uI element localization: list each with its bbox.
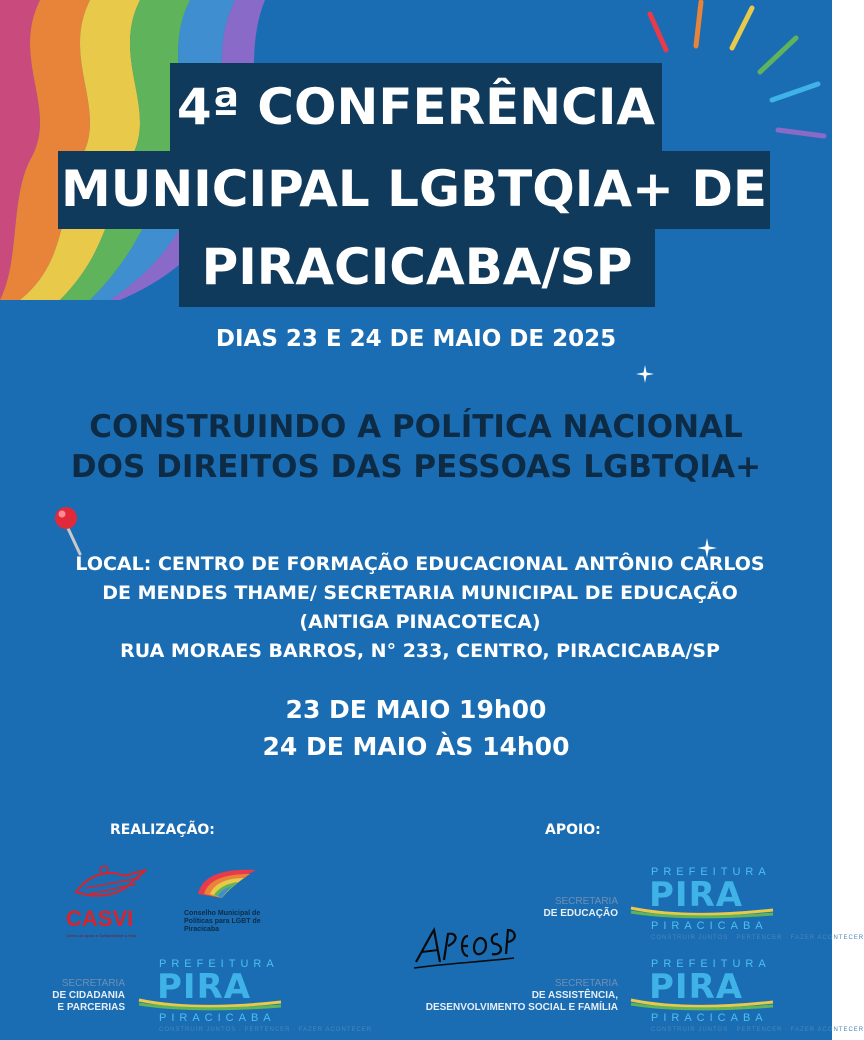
prefeitura-swoosh-icon bbox=[137, 996, 283, 1010]
sparkle-icon bbox=[636, 365, 654, 383]
prefeitura-tagline: CONSTRUIR JUNTOS · PERTENCER · FAZER ACONTECER bbox=[159, 1027, 373, 1033]
prefeitura-logo-1 bbox=[135, 958, 373, 1038]
prefeitura-tagline-2: CONSTRUIR JUNTOS · PERTENCER · FAZER ACONTECER bbox=[651, 935, 864, 941]
secretaria-cidadania-name-1: DE CIDADANIA bbox=[52, 990, 125, 1001]
conselho-text: Conselho Municipal de Políticas para LGBT de Piracicaba bbox=[184, 910, 261, 933]
apeoesp-logo bbox=[410, 918, 520, 978]
secretaria-educacao-name: DE EDUCAÇÃO bbox=[543, 908, 618, 919]
sparkle-strokes-decoration bbox=[640, 0, 832, 150]
prefeitura-tagline-3: CONSTRUIR JUNTOS · PERTENCER · FAZER ACONTECER bbox=[651, 1027, 864, 1033]
venue-address: RUA MORAES BARROS, N° 233, CENTRO, PIRACICABA/SP bbox=[120, 640, 720, 662]
venue-line-1: LOCAL: CENTRO DE FORMAÇÃO EDUCACIONAL ANTÔNIO CARLOS bbox=[75, 553, 765, 575]
prefeitura-pira-word: PIRA bbox=[157, 967, 252, 1007]
title-line-2: MUNICIPAL LGBTQIA+ DE bbox=[58, 151, 770, 229]
theme-line-2: DOS DIREITOS DAS PESSOAS LGBTQIA+ bbox=[70, 449, 762, 485]
prefeitura-logo-2 bbox=[627, 866, 864, 946]
prefeitura-top-text-3: PREFEITURA bbox=[651, 958, 771, 970]
secretaria-assistencia-name-2: DESENVOLVIMENTO SOCIAL E FAMÍLIA bbox=[425, 1002, 618, 1013]
map-pin-icon bbox=[52, 504, 86, 556]
prefeitura-bottom-text: PIRACICABA bbox=[159, 1012, 276, 1024]
secretaria-educacao-label: SECRETARIA bbox=[554, 896, 618, 907]
title-line-3: PIRACICABA/SP bbox=[179, 229, 655, 307]
casvi-bird-icon bbox=[66, 862, 156, 908]
prefeitura-top-text: PREFEITURA bbox=[159, 958, 279, 970]
secretaria-assistencia-label: SECRETARIA bbox=[554, 978, 618, 989]
prefeitura-swoosh-icon-3 bbox=[629, 996, 775, 1010]
prefeitura-logo-3 bbox=[627, 958, 864, 1038]
secretaria-cidadania-name-2: E PARCERIAS bbox=[57, 1002, 125, 1013]
apeoesp-signature-icon bbox=[410, 918, 518, 974]
event-dates: DIAS 23 E 24 DE MAIO DE 2025 bbox=[215, 326, 617, 352]
prefeitura-top-text-2: PREFEITURA bbox=[651, 866, 771, 878]
prefeitura-swoosh-icon-2 bbox=[629, 904, 775, 918]
schedule-day-1: 23 DE MAIO 19h00 bbox=[285, 695, 547, 724]
schedule-day-2: 24 DE MAIO ÀS 14h00 bbox=[262, 732, 570, 761]
prefeitura-bottom-text-3: PIRACICABA bbox=[651, 1012, 768, 1024]
secretaria-educacao bbox=[480, 896, 618, 920]
realizacao-label: REALIZAÇÃO: bbox=[110, 822, 215, 838]
title-line-1: 4ª CONFERÊNCIA bbox=[170, 63, 662, 151]
venue-line-3: (ANTIGA PINACOTECA) bbox=[299, 611, 541, 633]
conselho-logo bbox=[180, 864, 275, 944]
conselho-rainbow-icon bbox=[192, 864, 262, 902]
theme-line-1: CONSTRUINDO A POLÍTICA NACIONAL bbox=[89, 409, 743, 445]
venue-line-2: DE MENDES THAME/ SECRETARIA MUNICIPAL DE EDUCAÇÃO bbox=[102, 582, 738, 604]
prefeitura-pira-word-3: PIRA bbox=[649, 967, 744, 1007]
casvi-name: CASVI bbox=[66, 906, 134, 931]
prefeitura-bottom-text-2: PIRACICABA bbox=[651, 920, 768, 932]
secretaria-cidadania-label: SECRETARIA bbox=[61, 978, 125, 989]
casvi-logo bbox=[60, 862, 160, 942]
secretaria-assistencia bbox=[410, 978, 618, 1014]
secretaria-cidadania bbox=[20, 978, 125, 1014]
apoio-label: APOIO: bbox=[545, 822, 601, 838]
secretaria-assistencia-name-1: DE ASSISTÊNCIA, bbox=[531, 990, 618, 1001]
prefeitura-pira-word-2: PIRA bbox=[649, 875, 744, 915]
casvi-subtitle: Centro de Apoio e Solidariedade à Vida bbox=[66, 933, 136, 938]
